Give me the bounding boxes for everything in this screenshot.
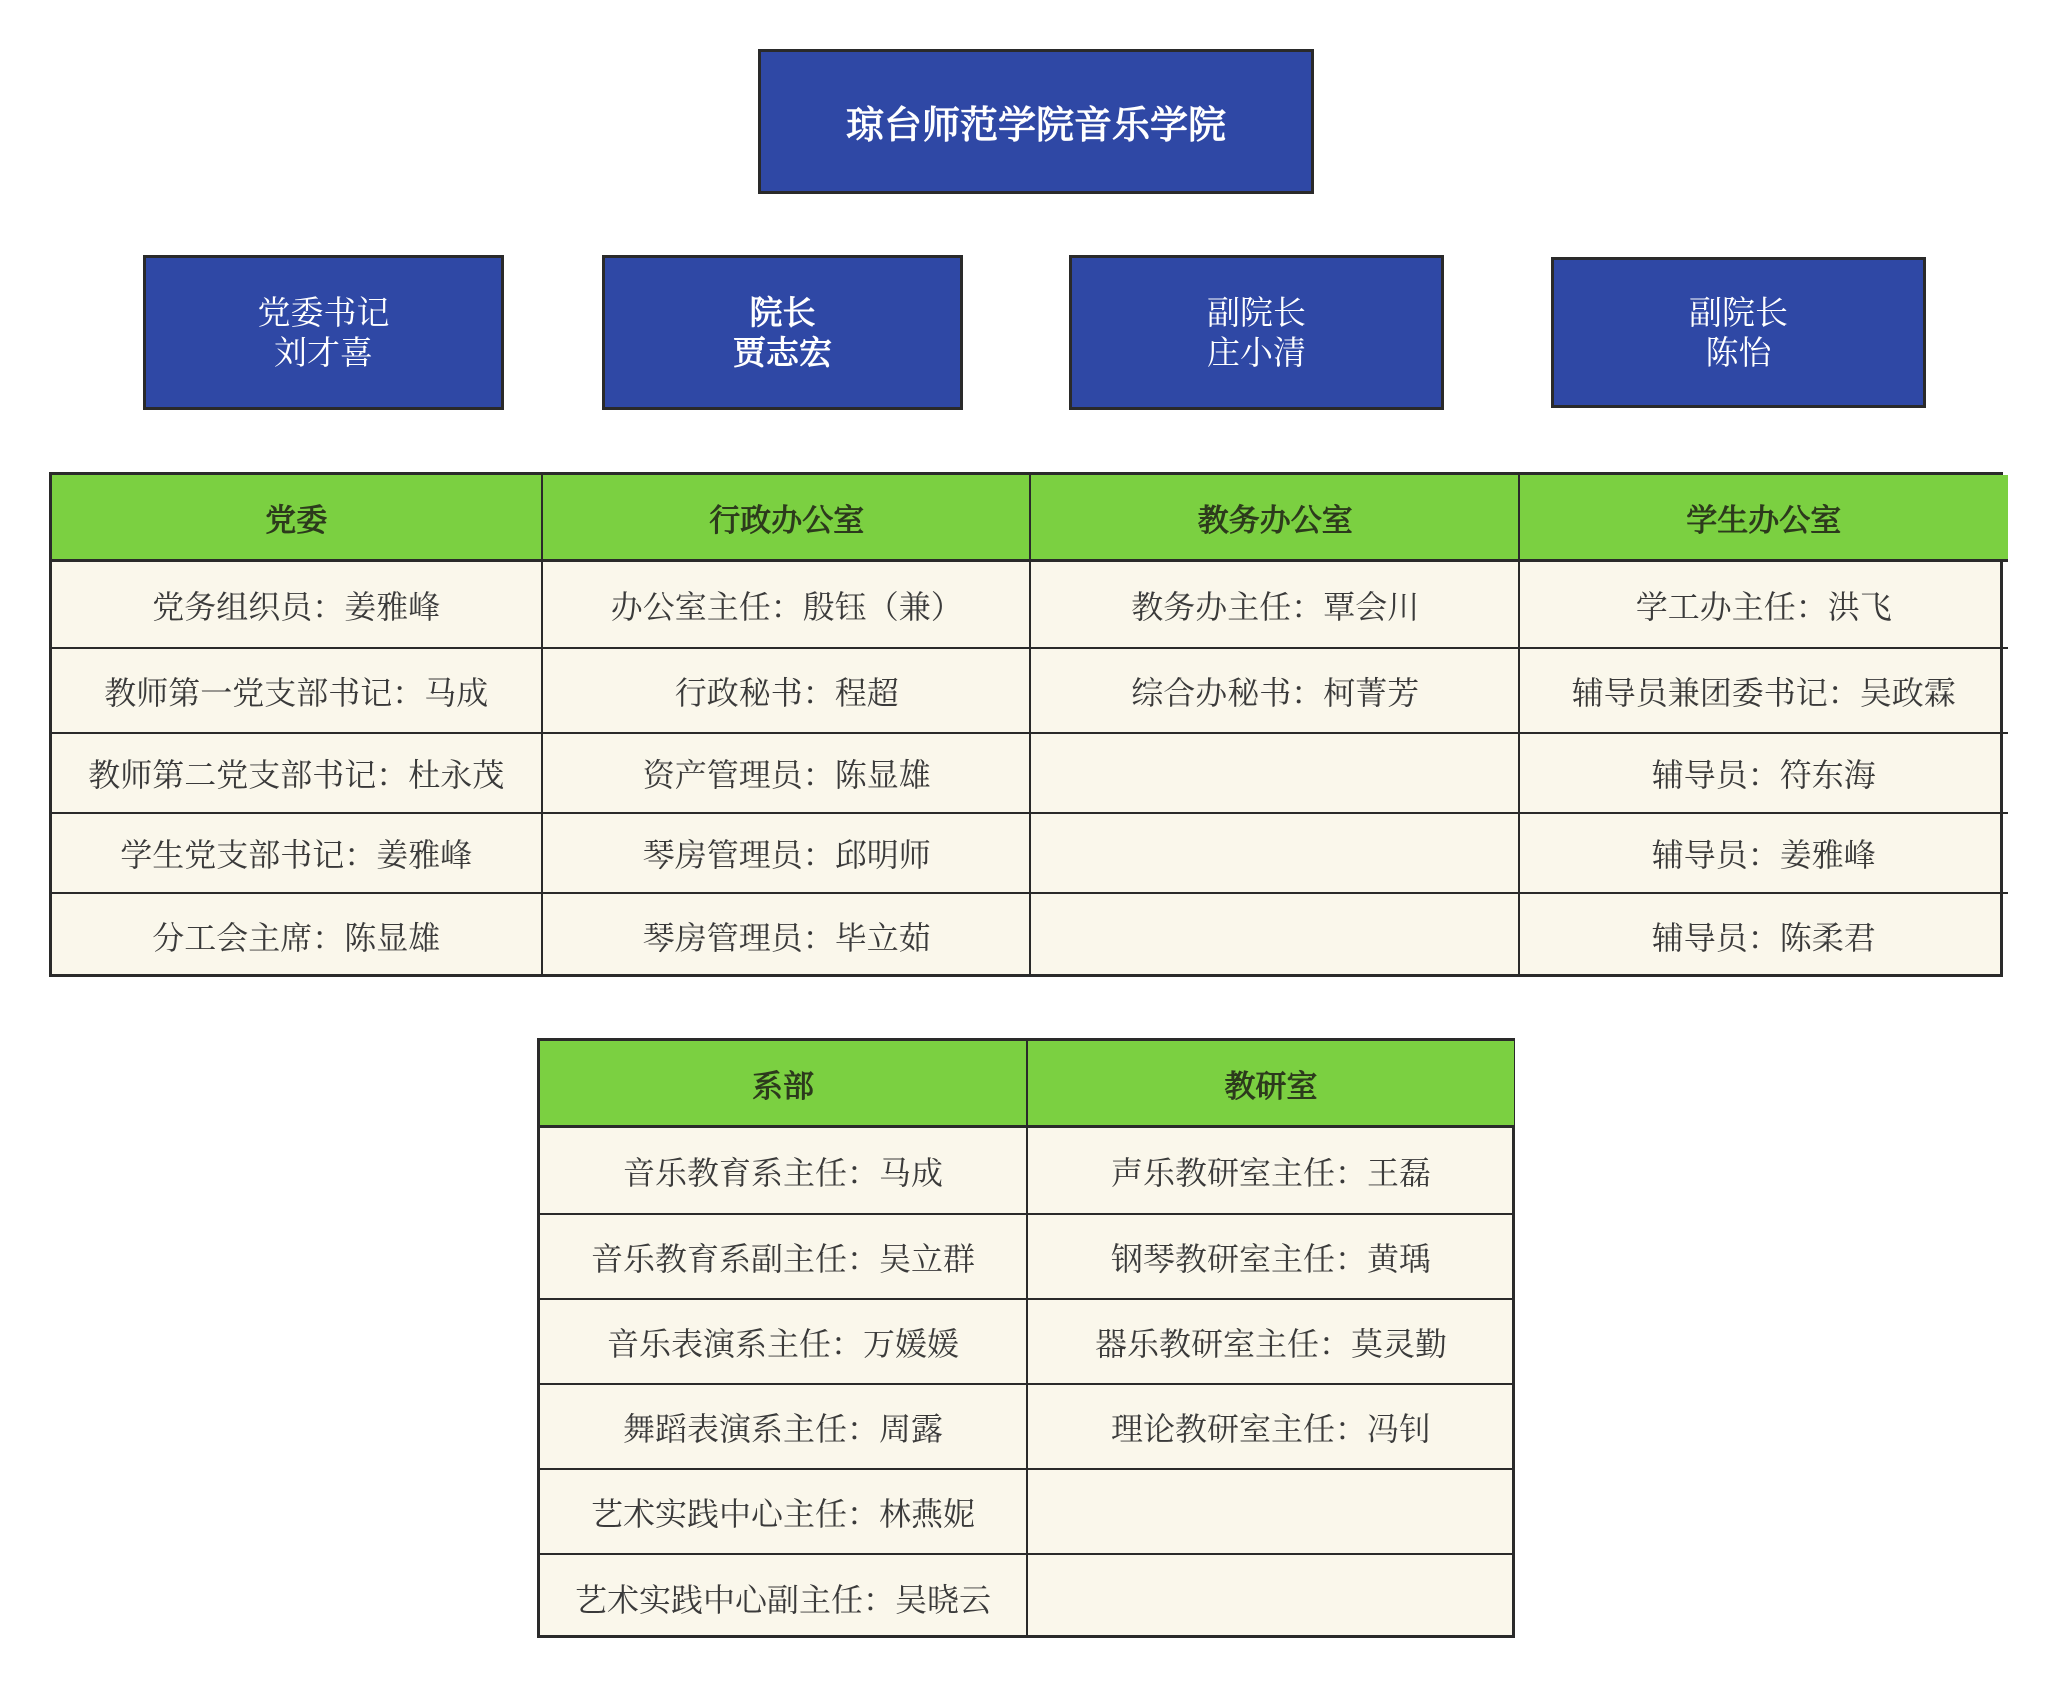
leader-role: 副院长 bbox=[1689, 292, 1788, 332]
academic-cell: 艺术实践中心副主任：吴晓云 bbox=[540, 1553, 1026, 1641]
office-header: 教务办公室 bbox=[1031, 475, 1520, 559]
office-cell: 琴房管理员：邱明师 bbox=[543, 812, 1032, 892]
office-cell: 辅导员：陈柔君 bbox=[1520, 892, 2009, 977]
leader-name: 贾志宏 bbox=[733, 332, 832, 372]
office-cell: 辅导员：符东海 bbox=[1520, 732, 2009, 812]
leader-role: 党委书记 bbox=[257, 292, 390, 332]
leader-box-vice-dean-1 bbox=[1069, 255, 1444, 410]
office-cell bbox=[1031, 812, 1520, 892]
college-title-box: 琼台师范学院音乐学院 bbox=[758, 49, 1314, 194]
academic-cell bbox=[1028, 1553, 1514, 1641]
academic-cell: 钢琴教研室主任：黄瑀 bbox=[1028, 1213, 1514, 1298]
office-column bbox=[1029, 475, 1520, 974]
office-cell: 资产管理员：陈显雄 bbox=[543, 732, 1032, 812]
leader-name: 陈怡 bbox=[1705, 332, 1772, 372]
academic-column bbox=[540, 1041, 1026, 1635]
office-header: 党委 bbox=[52, 475, 541, 559]
academic-cell: 声乐教研室主任：王磊 bbox=[1110, 1153, 1431, 1192]
leader-name: 刘才喜 bbox=[274, 332, 373, 372]
office-cell: 辅导员兼团委书记：吴政霖 bbox=[1520, 647, 2009, 732]
leader-role: 院长 bbox=[749, 292, 816, 332]
office-cell: 辅导员：姜雅峰 bbox=[1520, 812, 2009, 892]
leader-box-party-secretary bbox=[143, 255, 504, 410]
academic-header: 教研室 bbox=[1028, 1041, 1514, 1125]
leader-box-vice-dean-2 bbox=[1551, 257, 1926, 408]
office-header: 学生办公室 bbox=[1520, 475, 2009, 559]
office-cell: 行政秘书：程超 bbox=[543, 647, 1032, 732]
office-column bbox=[52, 475, 541, 974]
academic-header: 系部 bbox=[540, 1041, 1026, 1125]
office-cell: 党务组织员：姜雅峰 bbox=[152, 587, 441, 626]
office-column bbox=[1518, 475, 2009, 974]
office-cell: 教务办主任：覃会川 bbox=[1131, 587, 1420, 626]
office-cell bbox=[1031, 732, 1520, 812]
academic-cell: 音乐教育系副主任：吴立群 bbox=[540, 1213, 1026, 1298]
office-cell: 学工办主任：洪飞 bbox=[1635, 587, 1892, 626]
office-cell: 教师第一党支部书记：马成 bbox=[52, 647, 541, 732]
academic-cell: 音乐教育系主任：马成 bbox=[622, 1153, 943, 1192]
academic-cell: 音乐表演系主任：万媛媛 bbox=[540, 1298, 1026, 1383]
office-cell bbox=[1031, 892, 1520, 977]
academic-column bbox=[1026, 1041, 1514, 1635]
office-cell: 学生党支部书记：姜雅峰 bbox=[52, 812, 541, 892]
leader-name: 庄小清 bbox=[1207, 332, 1306, 372]
academic-table bbox=[537, 1038, 1515, 1638]
leader-role: 副院长 bbox=[1207, 292, 1306, 332]
offices-table bbox=[49, 472, 2003, 977]
academic-cell: 器乐教研室主任：莫灵勤 bbox=[1028, 1298, 1514, 1383]
office-header: 行政办公室 bbox=[543, 475, 1032, 559]
office-cell: 综合办秘书：柯菁芳 bbox=[1031, 647, 1520, 732]
academic-cell: 理论教研室主任：冯钊 bbox=[1028, 1383, 1514, 1468]
office-cell: 琴房管理员：毕立茹 bbox=[543, 892, 1032, 977]
office-column bbox=[541, 475, 1032, 974]
academic-cell: 舞蹈表演系主任：周露 bbox=[540, 1383, 1026, 1468]
office-cell: 办公室主任：殷钰（兼） bbox=[610, 587, 963, 626]
academic-cell: 艺术实践中心主任：林燕妮 bbox=[540, 1468, 1026, 1553]
leader-box-dean bbox=[602, 255, 963, 410]
office-cell: 分工会主席：陈显雄 bbox=[52, 892, 541, 977]
academic-cell bbox=[1028, 1468, 1514, 1553]
office-cell: 教师第二党支部书记：杜永茂 bbox=[52, 732, 541, 812]
